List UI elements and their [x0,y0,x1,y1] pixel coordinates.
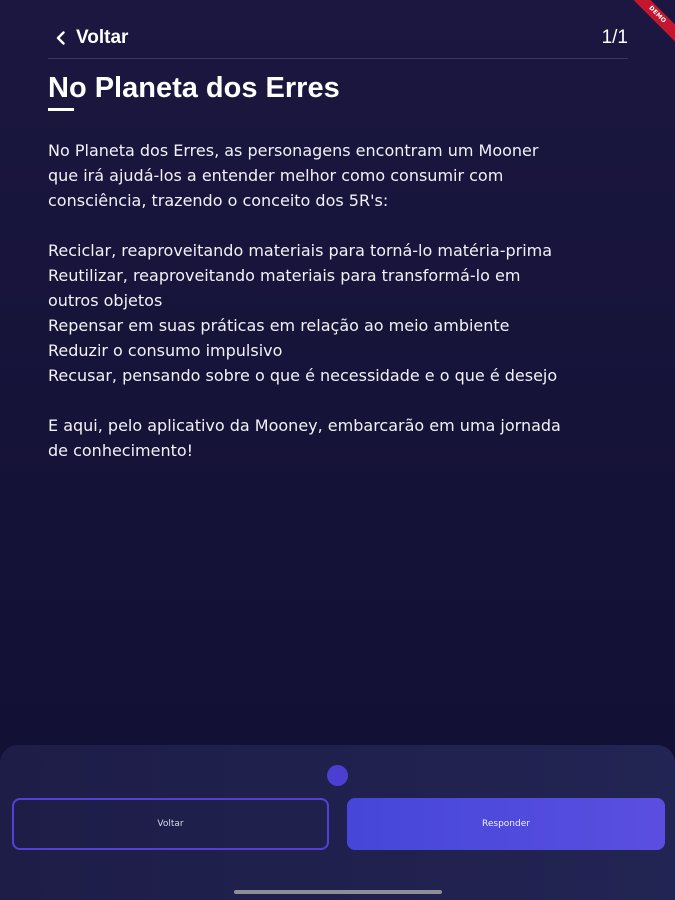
text-line: consciência, trazendo o conceito dos 5R's: [48,191,389,210]
back-link[interactable] [54,27,128,49]
text-line: E aqui, pelo aplicativo da Mooney, embarcarão em uma jornada [48,416,561,435]
back-link-label: Voltar [76,27,129,48]
paragraph-gap [48,213,638,238]
text-line: Repensar em suas práticas em relação ao meio ambiente [48,316,510,335]
answer-button[interactable]: Responder [347,798,665,850]
title-underline [48,108,74,111]
text-line: No Planeta dos Erres, as personagens encontram um Mooner [48,141,539,160]
bottom-panel [0,745,675,900]
page-indicator-dot [327,765,348,786]
text-line: Reciclar, reaproveitando materiais para torná-lo matéria-prima [48,241,553,260]
debug-banner-label: DEMO [624,0,675,48]
home-indicator [234,890,442,894]
back-button[interactable]: Voltar [12,798,329,850]
paragraph-gap [48,388,638,413]
text-line: que irá ajudá-los a entender melhor como consumir com [48,166,504,185]
text-line: Reduzir o consumo impulsivo [48,341,283,360]
text-line: Reutilizar, reaproveitando materiais para transformá-lo em [48,266,521,285]
page-title: No Planeta dos Erres [48,72,340,104]
top-bar [48,24,628,59]
story-text [48,138,638,463]
text-line: Recusar, pensando sobre o que é necessidade e o que é desejo [48,366,558,385]
text-line: outros objetos [48,291,163,310]
text-line: de conhecimento! [48,441,194,460]
page-counter: 1/1 [601,27,628,48]
chevron-left-icon [54,31,68,45]
